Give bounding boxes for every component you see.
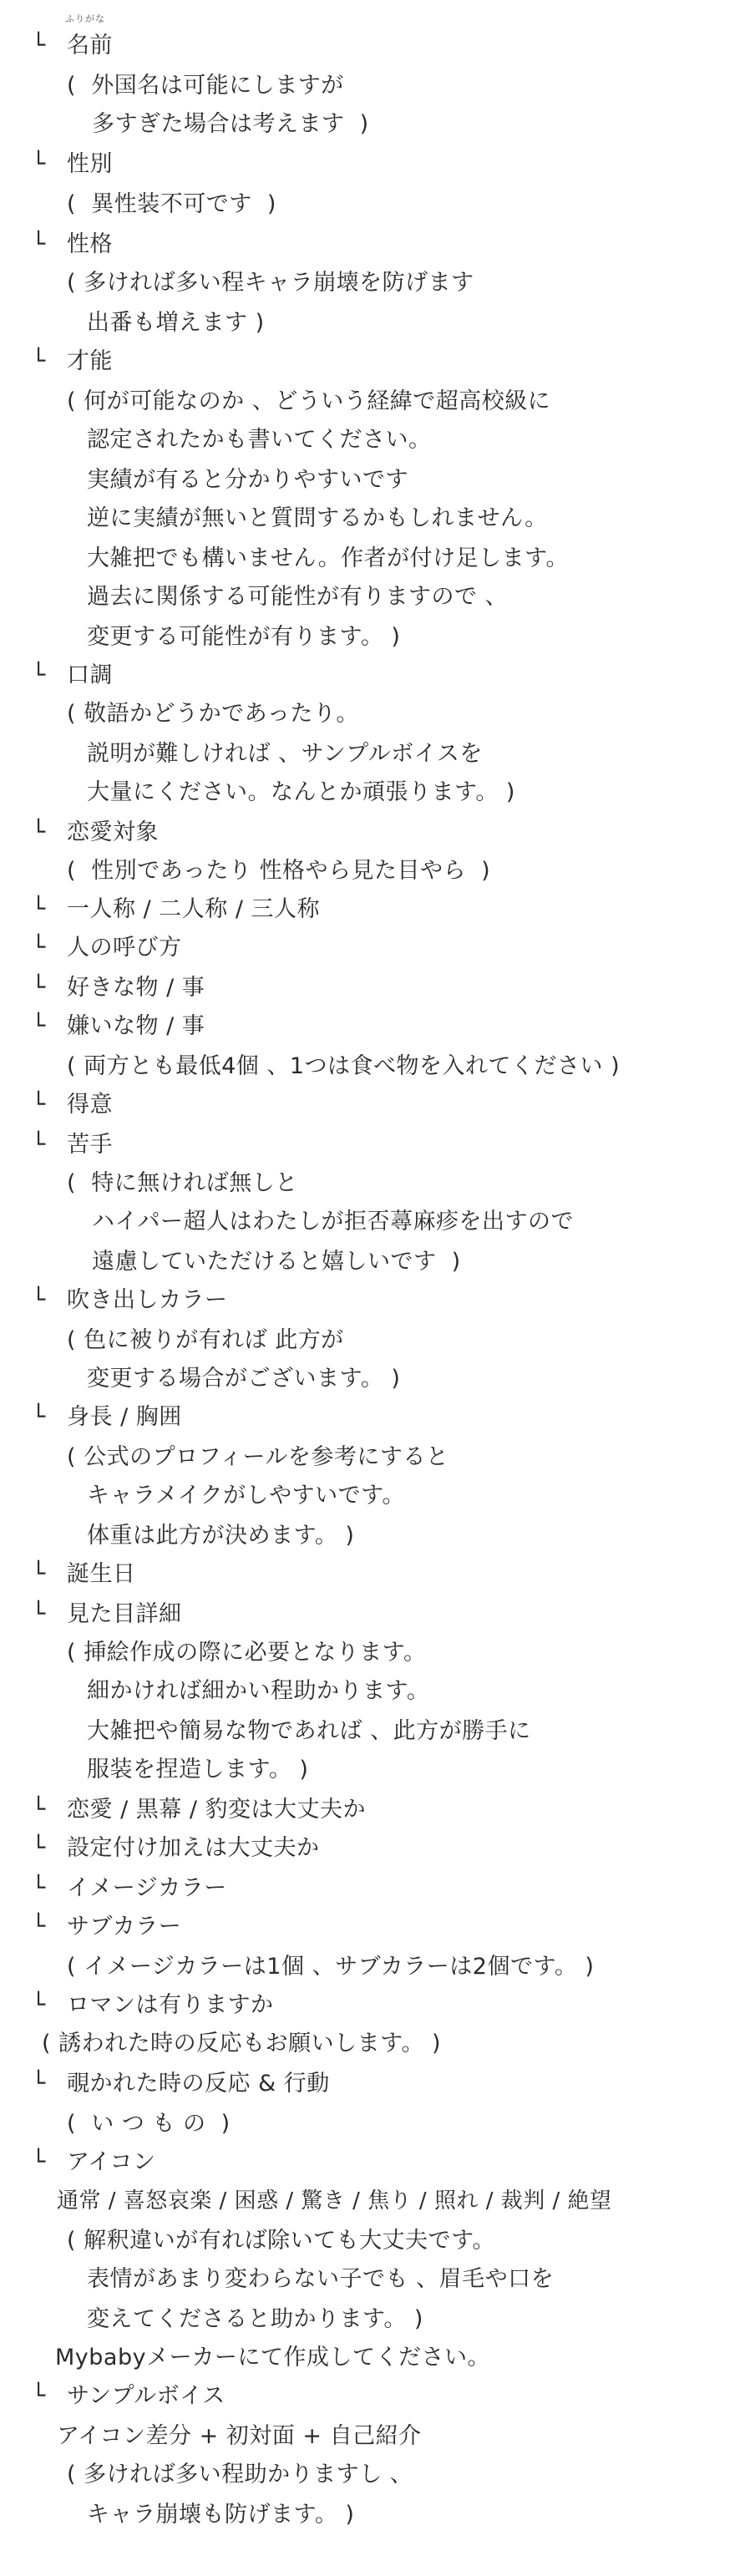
corner-arrow-icon: └ [32, 1835, 46, 1861]
note-line: ( 色に被りが有れば 此方が [67, 1327, 344, 1353]
heading-plot-ok: └ 恋愛 / 黒幕 / 豹変は大丈夫か [32, 1797, 367, 1823]
note-line: ( 誘われた時の反応もお願いします。 ) [42, 2031, 442, 2056]
note-line: 過去に関係する可能性が有りますので 、 [87, 584, 509, 610]
heading-birthday: └ 誕生日 [32, 1561, 136, 1587]
heading-name: └ 名前 [32, 33, 113, 58]
corner-arrow-icon: └ [32, 2071, 46, 2097]
note-line: 大雑把でも構いません。作者が付け足します。 [87, 545, 569, 571]
note-line: ( 解釈違いが有れば除いても大丈夫です。 [67, 2228, 495, 2254]
note-line: 逆に実績が無いと質問するかもしれません。 [87, 505, 548, 531]
note-line: 変えてくださると助かります。 ) [87, 2306, 423, 2332]
heading-height-chest: └ 身長 / 胸囲 [32, 1404, 182, 1430]
corner-arrow-icon: └ [32, 896, 46, 922]
note-line: アイコン差分 + 初対面 + 自己紹介 [57, 2423, 422, 2449]
corner-arrow-icon: └ [32, 1992, 46, 2018]
heading-image-color: └ イメージカラー [32, 1875, 227, 1901]
heading-sub-color: └ サブカラー [32, 1914, 182, 1940]
corner-arrow-icon: └ [32, 348, 46, 374]
note-line: ( 異性装不可です ) [67, 191, 276, 217]
corner-arrow-icon: └ [32, 1013, 46, 1039]
corner-arrow-icon: └ [32, 1092, 46, 1118]
note-line: Mybabyメーカーにて作成してください。 [55, 2345, 491, 2371]
corner-arrow-icon: └ [32, 151, 46, 177]
note-line: ( 挿絵作成の際に必要となります。 [67, 1640, 427, 1666]
note-line: ( 公式のプロフィールを参考にすると [67, 1444, 449, 1470]
heading-dislikes: └ 嫌いな物 / 事 [32, 1013, 205, 1039]
note-line: 認定されたかも書いてください。 [87, 427, 432, 453]
corner-arrow-icon: └ [32, 33, 46, 58]
heading-how-to-call: └ 人の呼び方 [32, 935, 182, 961]
heading-romance: └ ロマンは有りますか [32, 1992, 274, 2018]
heading-additions-ok: └ 設定付け加えは大丈夫か [32, 1835, 320, 1861]
corner-arrow-icon: └ [32, 1561, 46, 1587]
note-line: 説明が難しければ 、サンプルボイスを [87, 741, 483, 767]
corner-arrow-icon: └ [32, 231, 46, 257]
note-line: ( イメージカラーは1個 、サブカラーは2個です。 ) [67, 1954, 595, 1980]
note-line: ハイパー超人はわたしが拒否蕁麻疹を出すので [92, 1209, 574, 1235]
corner-arrow-icon: └ [32, 662, 46, 688]
note-line: 通常 / 喜怒哀楽 / 困惑 / 驚き / 焦り / 照れ / 裁判 / 絶望 [57, 2188, 612, 2213]
note-line: 大雑把や簡易な物であれば 、此方が勝手に [87, 1718, 531, 1744]
corner-arrow-icon: └ [32, 975, 46, 1001]
heading-strengths: └ 得意 [32, 1092, 113, 1118]
corner-arrow-icon: └ [32, 819, 46, 845]
note-line: 実績が有ると分かりやすいです [87, 467, 408, 493]
note-line: 変更する可能性が有ります。 ) [87, 624, 401, 650]
corner-arrow-icon: └ [32, 1914, 46, 1940]
corner-arrow-icon: └ [32, 2383, 46, 2409]
note-line: 多すぎた場合は考えます ) [92, 111, 369, 137]
note-line: キャラ崩壊も防げます。 ) [87, 2502, 355, 2528]
heading-appearance: └ 見た目詳細 [32, 1601, 182, 1627]
note-line: キャラメイクがしやすいです。 [87, 1483, 405, 1509]
note-line: 服装を捏造します。 ) [87, 1757, 309, 1782]
note-line: ( 性別であったり 性格やら見た目やら ) [67, 858, 491, 884]
note-line: ( 多ければ多い程キャラ崩壊を防げます [67, 270, 474, 296]
corner-arrow-icon: └ [32, 1404, 46, 1430]
heading-likes: └ 好きな物 / 事 [32, 975, 205, 1001]
note-line: 細かければ細かい程助かります。 [87, 1678, 430, 1704]
furigana-label: ふりがな [65, 13, 105, 24]
note-line: ( い つ も の ) [67, 2111, 231, 2137]
corner-arrow-icon: └ [32, 935, 46, 961]
note-line: ( 両方とも最低4個 、1つは食べ物を入れてください ) [67, 1053, 621, 1079]
note-line: 表情があまり変わらない子でも 、眉毛や口を [87, 2266, 555, 2292]
heading-talent: └ 才能 [32, 348, 113, 374]
heading-pronouns: └ 一人称 / 二人称 / 三人称 [32, 896, 321, 922]
corner-arrow-icon: └ [32, 1797, 46, 1823]
note-line: 出番も増えます ) [87, 310, 265, 336]
note-line: 遠慮していただけると嬉しいです ) [92, 1249, 461, 1275]
heading-weaknesses: └ 苦手 [32, 1132, 113, 1158]
note-line: ( 多ければ多い程助かりますし 、 [67, 2462, 413, 2487]
heading-bubble-color: └ 吹き出しカラー [32, 1287, 228, 1313]
heading-sample-voice: └ サンプルボイス [32, 2383, 226, 2409]
note-line: 変更する場合がございます。 ) [87, 1366, 401, 1392]
corner-arrow-icon: └ [32, 1132, 46, 1158]
note-line: ( 何が可能なのか 、どういう経緯で超高校級に [67, 388, 551, 414]
heading-speech: └ 口調 [32, 662, 113, 688]
heading-gender: └ 性別 [32, 151, 113, 177]
note-line: ( 特に無ければ無しと [67, 1170, 298, 1196]
note-line: 体重は此方が決めます。 ) [87, 1523, 355, 1549]
heading-romance-target: └ 恋愛対象 [32, 819, 159, 845]
corner-arrow-icon: └ [32, 1601, 46, 1627]
corner-arrow-icon: └ [32, 1287, 46, 1313]
note-line: 大量にください。なんとか頑張ります。 ) [87, 779, 515, 805]
heading-peeked-reaction: └ 覗かれた時の反応 & 行動 [32, 2071, 330, 2097]
note-line: ( 敬語かどうかであったり。 [67, 701, 359, 727]
corner-arrow-icon: └ [32, 1875, 46, 1901]
note-line: ( 外国名は可能にしますが [67, 73, 344, 99]
heading-personality: └ 性格 [32, 231, 113, 257]
heading-icon: └ アイコン [32, 2149, 156, 2175]
corner-arrow-icon: └ [32, 2149, 46, 2175]
